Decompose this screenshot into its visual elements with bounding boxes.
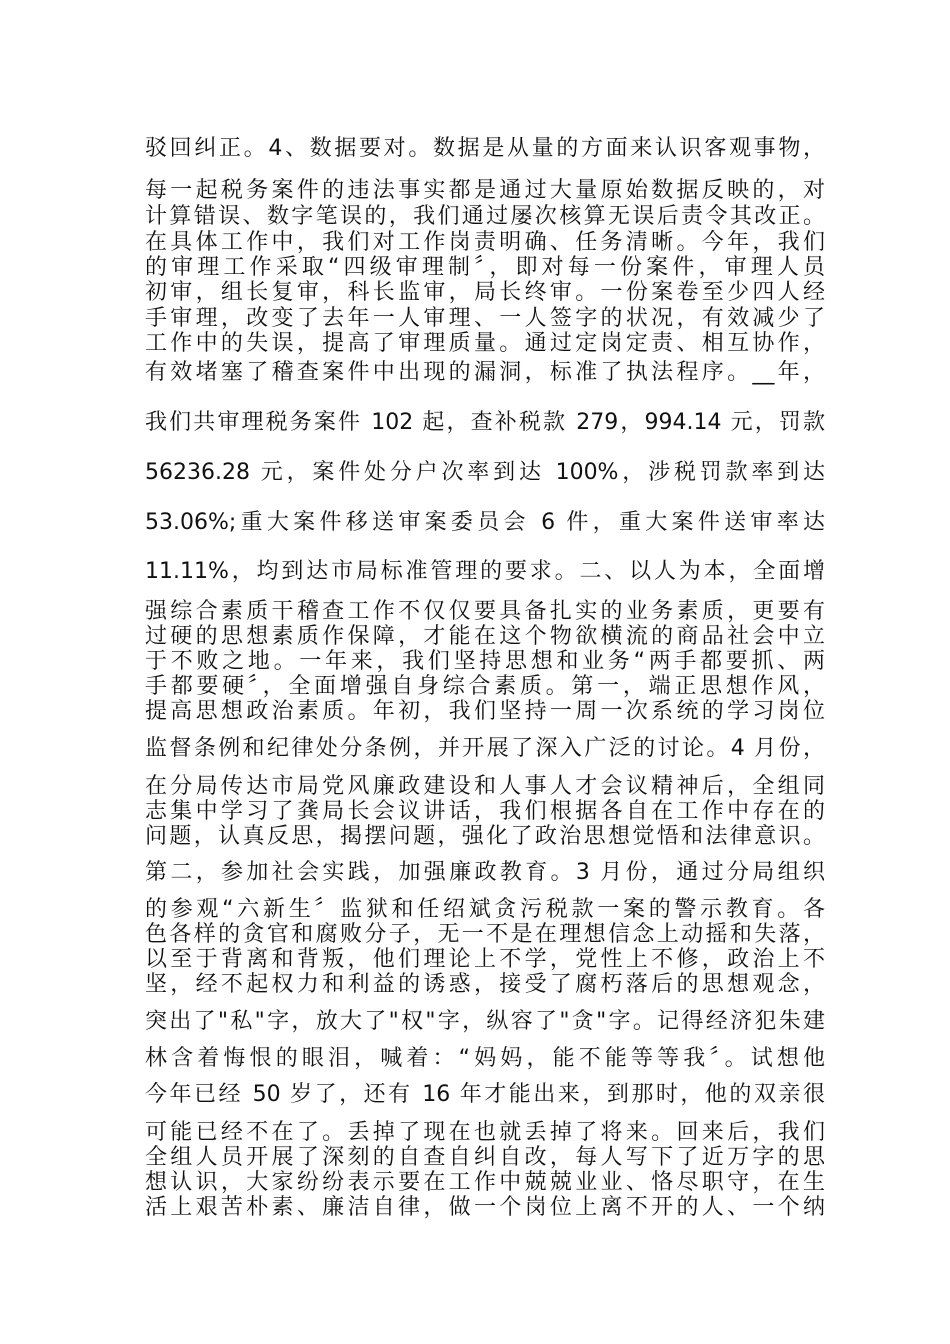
text-line: 全组人员开展了深刻的自查自纠自改，每人写下了近万字的思 bbox=[145, 1145, 825, 1170]
text-line: 56236.28 元，案件处分户次率到达 100%，涉税罚款率到达 bbox=[145, 460, 825, 485]
text-line: 在具体工作中，我们对工作岗责明确、任务清晰。今年，我们 bbox=[145, 230, 825, 255]
text-line: 以至于背离和背叛，他们理论上不学，党性上不修，政治上不 bbox=[145, 947, 825, 972]
text-line: 强综合素质干稽查工作不仅仅要具备扎实的业务素质，更要有 bbox=[145, 599, 825, 624]
text-line: 初审，组长复审，科长监审，局长终审。一份案卷至少四人经 bbox=[145, 280, 825, 305]
text-line: 手审理，改变了去年一人审理、一人签字的状况，有效减少了 bbox=[145, 306, 825, 331]
text-line: 林含着悔恨的眼泪，喊着：“妈妈，能不能等等我〞。试想他 bbox=[145, 1046, 825, 1071]
text-line: 驳回纠正。4、数据要对。数据是从量的方面来认识客观事物， bbox=[145, 136, 825, 161]
text-line: 有效堵塞了稽查案件中出现的漏洞，标准了执法程序。__年， bbox=[145, 360, 825, 385]
text-line: 在分局传达市局党风廉政建设和人事人才会议精神后，全组同 bbox=[145, 774, 825, 799]
text-line: 我们共审理税务案件 102 起，查补税款 279，994.14 元，罚款 bbox=[145, 410, 825, 435]
text-line: 想认识，大家纷纷表示要在工作中兢兢业业、恪尽职守，在生 bbox=[145, 1170, 825, 1195]
text-line: 监督条例和纪律处分条例，并开展了深入广泛的讨论。4 月份， bbox=[145, 736, 825, 761]
text-line: 手都要硬〞，全面增强自身综合素质。第一，端正思想作风， bbox=[145, 674, 825, 699]
text-line: 11.11%，均到达市局标准管理的要求。二、以人为本，全面增 bbox=[145, 559, 825, 584]
text-line: 活上艰苦朴素、廉洁自律，做一个岗位上离不开的人、一个纳 bbox=[145, 1195, 825, 1220]
text-line: 坚，经不起权力和利益的诱惑，接受了腐朽落后的思想观念， bbox=[145, 972, 825, 997]
text-line: 的审理工作采取“四级审理制〞，即对每一份案件，审理人员 bbox=[145, 255, 825, 280]
text-line: 可能已经不在了。丢掉了现在也就丢掉了将来。回来后，我们 bbox=[145, 1120, 825, 1145]
text-line: 色各样的贪官和腐败分子，无一不是在理想信念上动摇和失落， bbox=[145, 922, 825, 947]
text-line: 问题，认真反思，揭摆问题，强化了政治思想觉悟和法律意识。 bbox=[145, 824, 825, 849]
text-line: 突出了"私"字，放大了"权"字，纵容了"贪"字。记得经济犯朱建 bbox=[145, 1009, 825, 1034]
text-line: 提高思想政治素质。年初，我们坚持一周一次系统的学习岗位 bbox=[145, 699, 825, 724]
text-line: 的参观“六新生〞监狱和任绍斌贪污税款一案的警示教育。各 bbox=[145, 897, 825, 922]
text-line: 过硬的思想素质作保障，才能在这个物欲横流的商品社会中立 bbox=[145, 624, 825, 649]
text-line: 计算错误、数字笔误的，我们通过屡次核算无误后责令其改正。 bbox=[145, 204, 825, 229]
text-line: 志集中学习了龚局长会议讲话，我们根据各自在工作中存在的 bbox=[145, 799, 825, 824]
text-line: 每一起税务案件的违法事实都是通过大量原始数据反映的，对 bbox=[145, 178, 825, 203]
text-line: 53.06%;重大案件移送审案委员会 6 件，重大案件送审率达 bbox=[145, 510, 825, 535]
text-line: 今年已经 50 岁了，还有 16 年才能出来，到那时，他的双亲很 bbox=[145, 1082, 825, 1107]
text-line: 工作中的失误，提高了审理质量。通过定岗定责、相互协作， bbox=[145, 331, 825, 356]
text-line: 于不败之地。一年来，我们坚持思想和业务“两手都要抓、两 bbox=[145, 649, 825, 674]
text-line: 第二，参加社会实践，加强廉政教育。3 月份，通过分局组织 bbox=[145, 860, 825, 885]
